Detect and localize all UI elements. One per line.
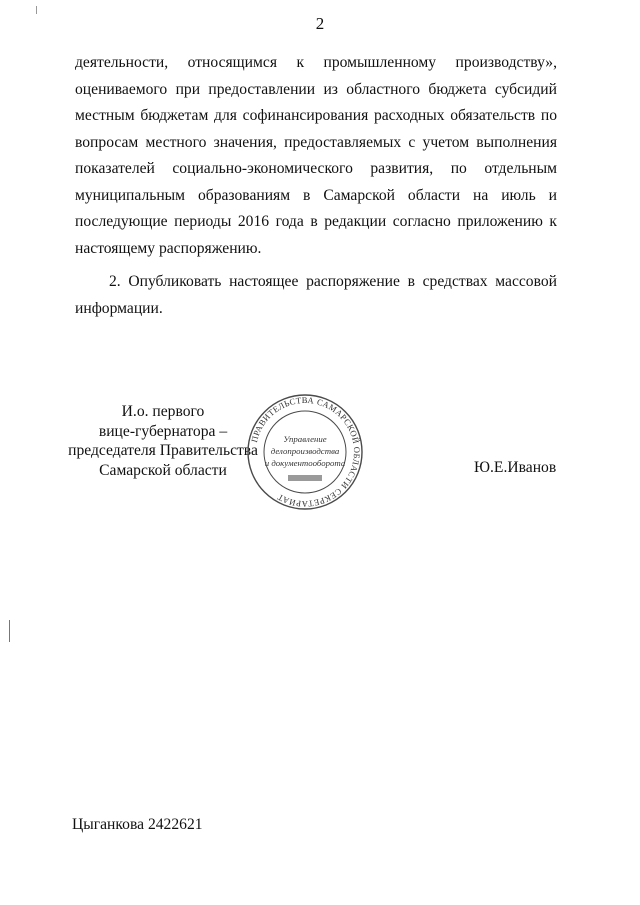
stamp-smudge [288, 475, 322, 481]
scan-artifact [9, 620, 10, 642]
official-stamp [245, 392, 365, 512]
position-line: председателя Правительства [68, 442, 258, 459]
text-line: деятельности, относящимся к промышленному производству», [75, 54, 557, 71]
position-line: вице-губернатора – [98, 422, 228, 440]
text-line: 2. Опубликовать настоящее распоряжение в средствах массовой [109, 273, 557, 290]
stamp-ring-text: ПРАВИТЕЛЬСТВА САМАРСКОЙ ОБЛАСТИ СЕКРЕТАРИАТ [249, 394, 363, 510]
text-line: информации. [75, 299, 163, 317]
stamp-center-line: делопроизводства [270, 446, 340, 456]
text-line: показателей социально-экономического развития, по отдельным [75, 160, 557, 177]
position-line: Самарской области [99, 461, 227, 479]
executor-contact: Цыганкова 2422621 [72, 816, 203, 833]
paragraph-1 [75, 50, 557, 262]
scan-artifact [36, 6, 37, 14]
text-line: местным бюджетам для софинансирования расходных обязательств по [75, 107, 557, 124]
text-line: муниципальным образованиям в Самарской области на июль и [75, 186, 557, 204]
text-line: последующие периоды 2016 года в редакции согласно приложению к [75, 213, 557, 230]
signer-name: Ю.Е.Иванов [474, 459, 557, 476]
position-line: И.о. первого [121, 403, 205, 420]
text-line: настоящему распоряжению. [75, 239, 262, 257]
signatory-position [60, 402, 266, 480]
page-number: 2 [315, 14, 325, 33]
stamp-center-line: Управление [283, 434, 327, 444]
paragraph-2 [75, 269, 557, 322]
text-line: оцениваемого при предоставлении из областного бюджета субсидий [75, 80, 557, 98]
text-line: вопросам местного значения, предоставляемых с учетом выполнения [75, 133, 557, 151]
stamp-center-line: и документооборота [264, 458, 346, 468]
body-text [75, 50, 557, 322]
